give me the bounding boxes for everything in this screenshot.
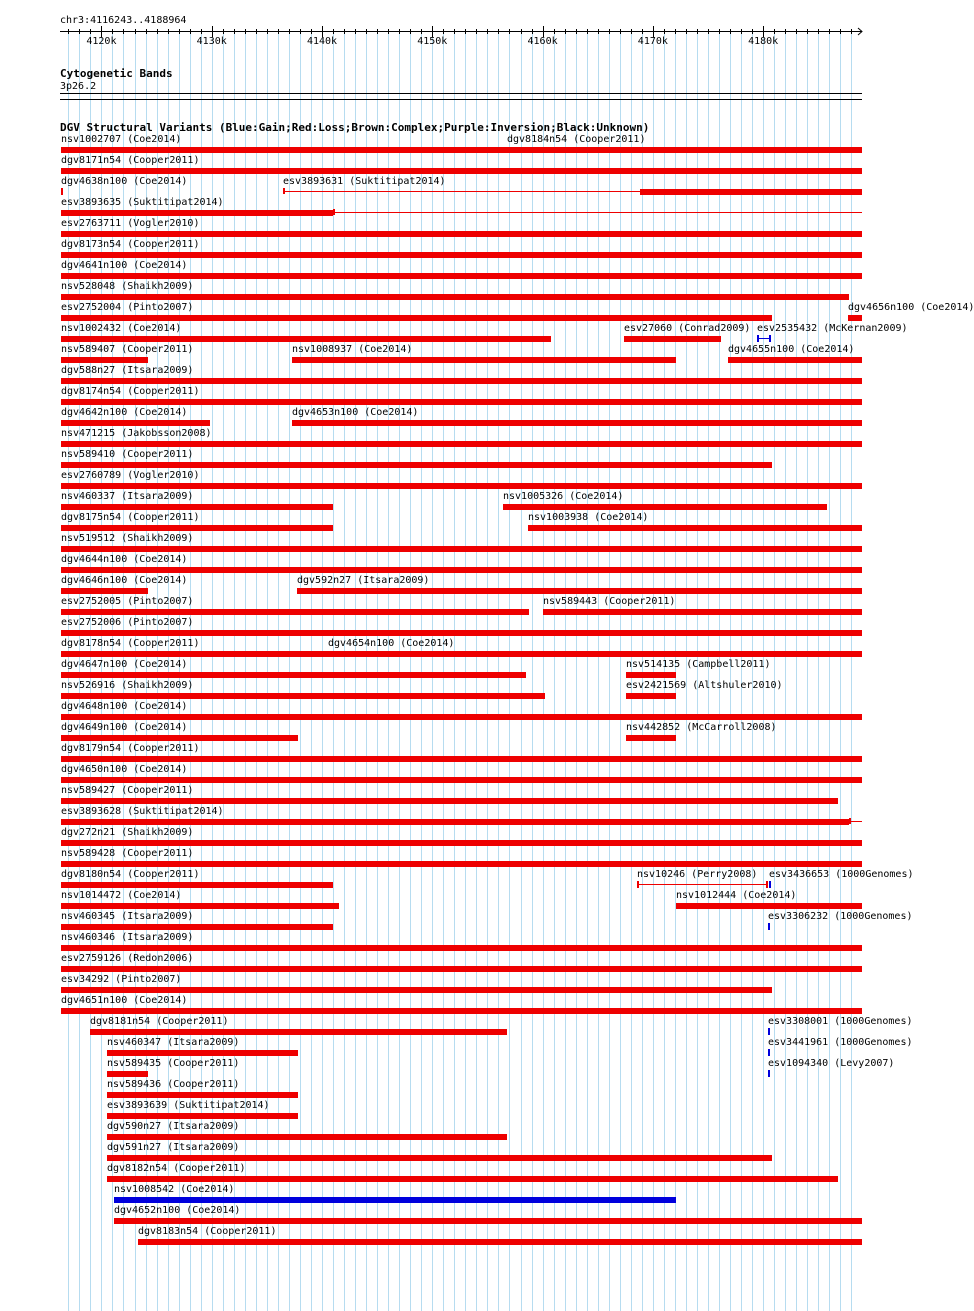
variant-label[interactable]: esv2752005 (Pinto2007)	[61, 596, 194, 607]
variant-label[interactable]: nsv1002432 (Coe2014)	[61, 323, 182, 334]
variant-bar[interactable]	[61, 840, 862, 846]
ruler-tick-label: 4120k	[86, 36, 117, 47]
variant-label[interactable]: dgv592n27 (Itsara2009)	[297, 575, 430, 586]
variant-bar[interactable]	[107, 1092, 298, 1098]
variant-label[interactable]: dgv4648n100 (Coe2014)	[61, 701, 188, 712]
variant-bar[interactable]	[61, 903, 339, 909]
variant-bar[interactable]	[676, 903, 862, 909]
ruler-tick-label: 4160k	[527, 36, 558, 47]
variant-label[interactable]: nsv1003938 (Coe2014)	[528, 512, 649, 523]
variant-label[interactable]: dgv4652n100 (Coe2014)	[114, 1205, 241, 1216]
variant-label[interactable]: nsv589443 (Cooper2011)	[543, 596, 676, 607]
variant-bar[interactable]	[61, 924, 333, 930]
variant-label[interactable]: dgv4641n100 (Coe2014)	[61, 260, 188, 271]
variant-label[interactable]: nsv460347 (Itsara2009)	[107, 1037, 240, 1048]
variant-label[interactable]: nsv514135 (Campbell2011)	[626, 659, 771, 670]
variant-line[interactable]	[333, 212, 862, 213]
variant-label[interactable]: dgv4642n100 (Coe2014)	[61, 407, 188, 418]
ruler	[0, 0, 890, 50]
variant-bar[interactable]	[624, 336, 721, 342]
variant-label[interactable]: dgv4656n100 (Coe2014)	[848, 302, 974, 313]
variant-label[interactable]: dgv8173n54 (Cooper2011)	[61, 239, 200, 250]
variant-label[interactable]: esv34292 (Pinto2007)	[61, 974, 182, 985]
variant-label[interactable]: dgv8171n54 (Cooper2011)	[61, 155, 200, 166]
ruler-tick-label: 4170k	[637, 36, 668, 47]
variant-bar[interactable]	[640, 189, 862, 195]
variant-point[interactable]	[768, 1049, 770, 1056]
variant-label[interactable]: esv2535432 (McKernan2009)	[757, 323, 908, 334]
variant-label[interactable]: dgv4653n100 (Coe2014)	[292, 407, 419, 418]
cytoband-track-title: Cytogenetic Bands	[60, 67, 173, 80]
variant-bar[interactable]	[297, 588, 862, 594]
variant-label[interactable]: esv3436653 (1000Genomes)	[769, 869, 914, 880]
variant-bar[interactable]	[61, 672, 526, 678]
variant-bar[interactable]	[107, 1176, 838, 1182]
variant-label[interactable]: esv1094340 (Levy2007)	[768, 1058, 895, 1069]
variant-label[interactable]: dgv591n27 (Itsara2009)	[107, 1142, 240, 1153]
variant-bar[interactable]	[61, 777, 862, 783]
variant-bar[interactable]	[528, 525, 862, 531]
variant-bar[interactable]	[138, 1239, 862, 1245]
variant-bar[interactable]	[61, 252, 862, 258]
variant-bar[interactable]	[90, 1029, 507, 1035]
variant-label[interactable]: nsv589410 (Cooper2011)	[61, 449, 194, 460]
variant-bar[interactable]	[61, 819, 849, 825]
variant-label[interactable]: esv2759126 (Redon2006)	[61, 953, 194, 964]
variant-label[interactable]: dgv8179n54 (Cooper2011)	[61, 743, 200, 754]
variant-label[interactable]: dgv8178n54 (Cooper2011)	[61, 638, 200, 649]
variant-bar[interactable]	[61, 210, 333, 216]
variant-label[interactable]: nsv1008937 (Coe2014)	[292, 344, 413, 355]
ruler-tick-label: 4180k	[748, 36, 779, 47]
variant-label[interactable]: nsv528048 (Shaikh2009)	[61, 281, 194, 292]
variant-label[interactable]: dgv588n27 (Itsara2009)	[61, 365, 194, 376]
variant-label[interactable]: nsv10246 (Perry2008)	[637, 869, 758, 880]
variant-line[interactable]	[849, 821, 862, 822]
variant-label[interactable]: esv2763711 (Vogler2010)	[61, 218, 200, 229]
variant-point[interactable]	[768, 923, 770, 930]
variant-label[interactable]: dgv4651n100 (Coe2014)	[61, 995, 188, 1006]
variant-label[interactable]: nsv1008542 (Coe2014)	[114, 1184, 235, 1195]
variant-label[interactable]: dgv4644n100 (Coe2014)	[61, 554, 188, 565]
variant-bar[interactable]	[107, 1071, 148, 1077]
variant-label[interactable]: dgv590n27 (Itsara2009)	[107, 1121, 240, 1132]
variant-label[interactable]: dgv4655n100 (Coe2014)	[728, 344, 855, 355]
ruler-tick-label: 4150k	[417, 36, 448, 47]
variant-label[interactable]: nsv526916 (Shaikh2009)	[61, 680, 194, 691]
variant-label[interactable]: nsv589435 (Cooper2011)	[107, 1058, 240, 1069]
cytoband-label: 3p26.2	[60, 81, 97, 92]
variant-bar[interactable]	[107, 1134, 507, 1140]
variant-bar[interactable]	[61, 462, 772, 468]
dgv-track-title: DGV Structural Variants (Blue:Gain;Red:Loss;Brown:Complex;Purple:Inversion;Black:Unknown)	[60, 121, 650, 134]
variant-bar[interactable]	[61, 693, 545, 699]
variant-label[interactable]: nsv519512 (Shaikh2009)	[61, 533, 194, 544]
variant-bar[interactable]	[61, 504, 333, 510]
variant-label[interactable]: dgv8181n54 (Cooper2011)	[90, 1016, 229, 1027]
variant-label[interactable]: esv27060 (Conrad2009)	[624, 323, 751, 334]
variant-label[interactable]: nsv589427 (Cooper2011)	[61, 785, 194, 796]
variant-bar[interactable]	[61, 336, 551, 342]
ruler-tick-label: 4140k	[306, 36, 338, 47]
variant-bar[interactable]	[61, 525, 333, 531]
variant-label[interactable]: dgv8175n54 (Cooper2011)	[61, 512, 200, 523]
variant-bar[interactable]	[61, 420, 210, 426]
variant-bar[interactable]	[61, 861, 862, 867]
variant-bar[interactable]	[61, 231, 862, 237]
variant-label[interactable]: dgv4647n100 (Coe2014)	[61, 659, 188, 670]
variant-bar[interactable]	[61, 966, 862, 972]
variant-label[interactable]: dgv4638n100 (Coe2014)	[61, 176, 188, 187]
variant-bar[interactable]	[292, 420, 862, 426]
variant-label[interactable]: nsv589436 (Cooper2011)	[107, 1079, 240, 1090]
variant-label[interactable]: nsv460337 (Itsara2009)	[61, 491, 194, 502]
variant-bar[interactable]	[503, 504, 827, 510]
variant-bar[interactable]	[543, 609, 862, 615]
variant-bar[interactable]	[728, 357, 862, 363]
variant-label[interactable]: nsv1012444 (Coe2014)	[676, 890, 797, 901]
variant-bar[interactable]	[61, 357, 148, 363]
variant-bar[interactable]	[61, 588, 148, 594]
variant-bar[interactable]	[61, 441, 862, 447]
variant-label[interactable]: esv3893639 (Suktitipat2014)	[107, 1100, 270, 1111]
variant-bar[interactable]	[328, 651, 862, 657]
variant-bar[interactable]	[61, 630, 862, 636]
variant-label[interactable]: nsv460345 (Itsara2009)	[61, 911, 194, 922]
variant-label[interactable]: esv3308001 (1000Genomes)	[768, 1016, 913, 1027]
variant-label[interactable]: dgv4650n100 (Coe2014)	[61, 764, 188, 775]
variant-label[interactable]: esv3441961 (1000Genomes)	[768, 1037, 913, 1048]
variant-point[interactable]	[768, 1070, 770, 1077]
variant-label[interactable]: dgv8183n54 (Cooper2011)	[138, 1226, 277, 1237]
variant-bar[interactable]	[61, 987, 772, 993]
variant-bar[interactable]	[61, 945, 862, 951]
variant-bar[interactable]	[61, 1008, 862, 1014]
variant-label[interactable]: dgv8182n54 (Cooper2011)	[107, 1163, 246, 1174]
variant-interval[interactable]	[757, 338, 771, 339]
variant-label[interactable]: esv3893628 (Suktitipat2014)	[61, 806, 224, 817]
variant-label[interactable]: nsv1014472 (Coe2014)	[61, 890, 182, 901]
variant-label[interactable]: nsv589407 (Cooper2011)	[61, 344, 194, 355]
variant-bar[interactable]	[61, 609, 529, 615]
variant-bar[interactable]	[61, 882, 333, 888]
variant-bar[interactable]	[61, 735, 298, 741]
variant-label[interactable]: esv3306232 (1000Genomes)	[768, 911, 913, 922]
variant-bar[interactable]	[61, 273, 862, 279]
variant-label[interactable]: nsv1005326 (Coe2014)	[503, 491, 624, 502]
variant-bar[interactable]	[61, 399, 862, 405]
variant-bar[interactable]	[626, 693, 676, 699]
cytoband-rule-bottom	[60, 99, 862, 100]
variant-bar[interactable]	[61, 798, 838, 804]
variant-label[interactable]: dgv4646n100 (Coe2014)	[61, 575, 188, 586]
variant-label[interactable]: esv3893635 (Suktitipat2014)	[61, 197, 224, 208]
cytoband-rule-top	[60, 93, 862, 94]
location-label: chr3:4116243..4188964	[60, 15, 187, 26]
variant-label[interactable]: esv2760789 (Vogler2010)	[61, 470, 200, 481]
variant-point[interactable]	[61, 188, 63, 195]
variant-bar[interactable]	[848, 315, 862, 321]
variant-bar[interactable]	[61, 567, 862, 573]
variant-label[interactable]: dgv272n21 (Shaikh2009)	[61, 827, 194, 838]
variant-label[interactable]: nsv442852 (McCarroll2008)	[626, 722, 777, 733]
variant-label[interactable]: dgv8174n54 (Cooper2011)	[61, 386, 200, 397]
variant-label[interactable]: nsv471215 (Jakobsson2008)	[61, 428, 212, 439]
variant-label[interactable]: esv2421569 (Altshuler2010)	[626, 680, 783, 691]
variant-label[interactable]: dgv8180n54 (Cooper2011)	[61, 869, 200, 880]
variant-bar[interactable]	[107, 1050, 298, 1056]
variant-bar[interactable]	[61, 294, 849, 300]
variant-bar[interactable]	[61, 756, 862, 762]
variant-bar[interactable]	[626, 735, 676, 741]
variant-bar[interactable]	[626, 672, 676, 678]
variant-bar[interactable]	[61, 168, 862, 174]
variant-bar[interactable]	[61, 378, 862, 384]
variant-label[interactable]: esv2752006 (Pinto2007)	[61, 617, 194, 628]
variant-bar[interactable]	[292, 357, 676, 363]
variant-bar[interactable]	[114, 1218, 862, 1224]
variant-label[interactable]: dgv4654n100 (Coe2014)	[328, 638, 455, 649]
variant-point[interactable]	[768, 1028, 770, 1035]
variant-bar[interactable]	[61, 315, 772, 321]
ruler-tick-label: 4130k	[196, 36, 227, 47]
variant-bar[interactable]	[61, 483, 862, 489]
variant-line[interactable]	[283, 191, 640, 192]
variant-label[interactable]: dgv8184n54 (Cooper2011)	[507, 134, 646, 145]
variant-bar[interactable]	[61, 546, 862, 552]
variant-label[interactable]: nsv1002707 (Coe2014)	[61, 134, 182, 145]
variant-bar[interactable]	[114, 1197, 676, 1203]
variant-point[interactable]	[769, 881, 771, 888]
variant-label[interactable]: dgv4649n100 (Coe2014)	[61, 722, 188, 733]
variant-bar[interactable]	[107, 1113, 298, 1119]
variant-bar[interactable]	[507, 147, 862, 153]
variant-label[interactable]: nsv460346 (Itsara2009)	[61, 932, 194, 943]
variant-label[interactable]: esv2752004 (Pinto2007)	[61, 302, 194, 313]
variant-bar[interactable]	[61, 714, 862, 720]
variant-bar[interactable]	[107, 1155, 772, 1161]
variant-interval[interactable]	[637, 884, 768, 885]
variant-label[interactable]: esv3893631 (Suktitipat2014)	[283, 176, 446, 187]
variant-label[interactable]: nsv589428 (Cooper2011)	[61, 848, 194, 859]
